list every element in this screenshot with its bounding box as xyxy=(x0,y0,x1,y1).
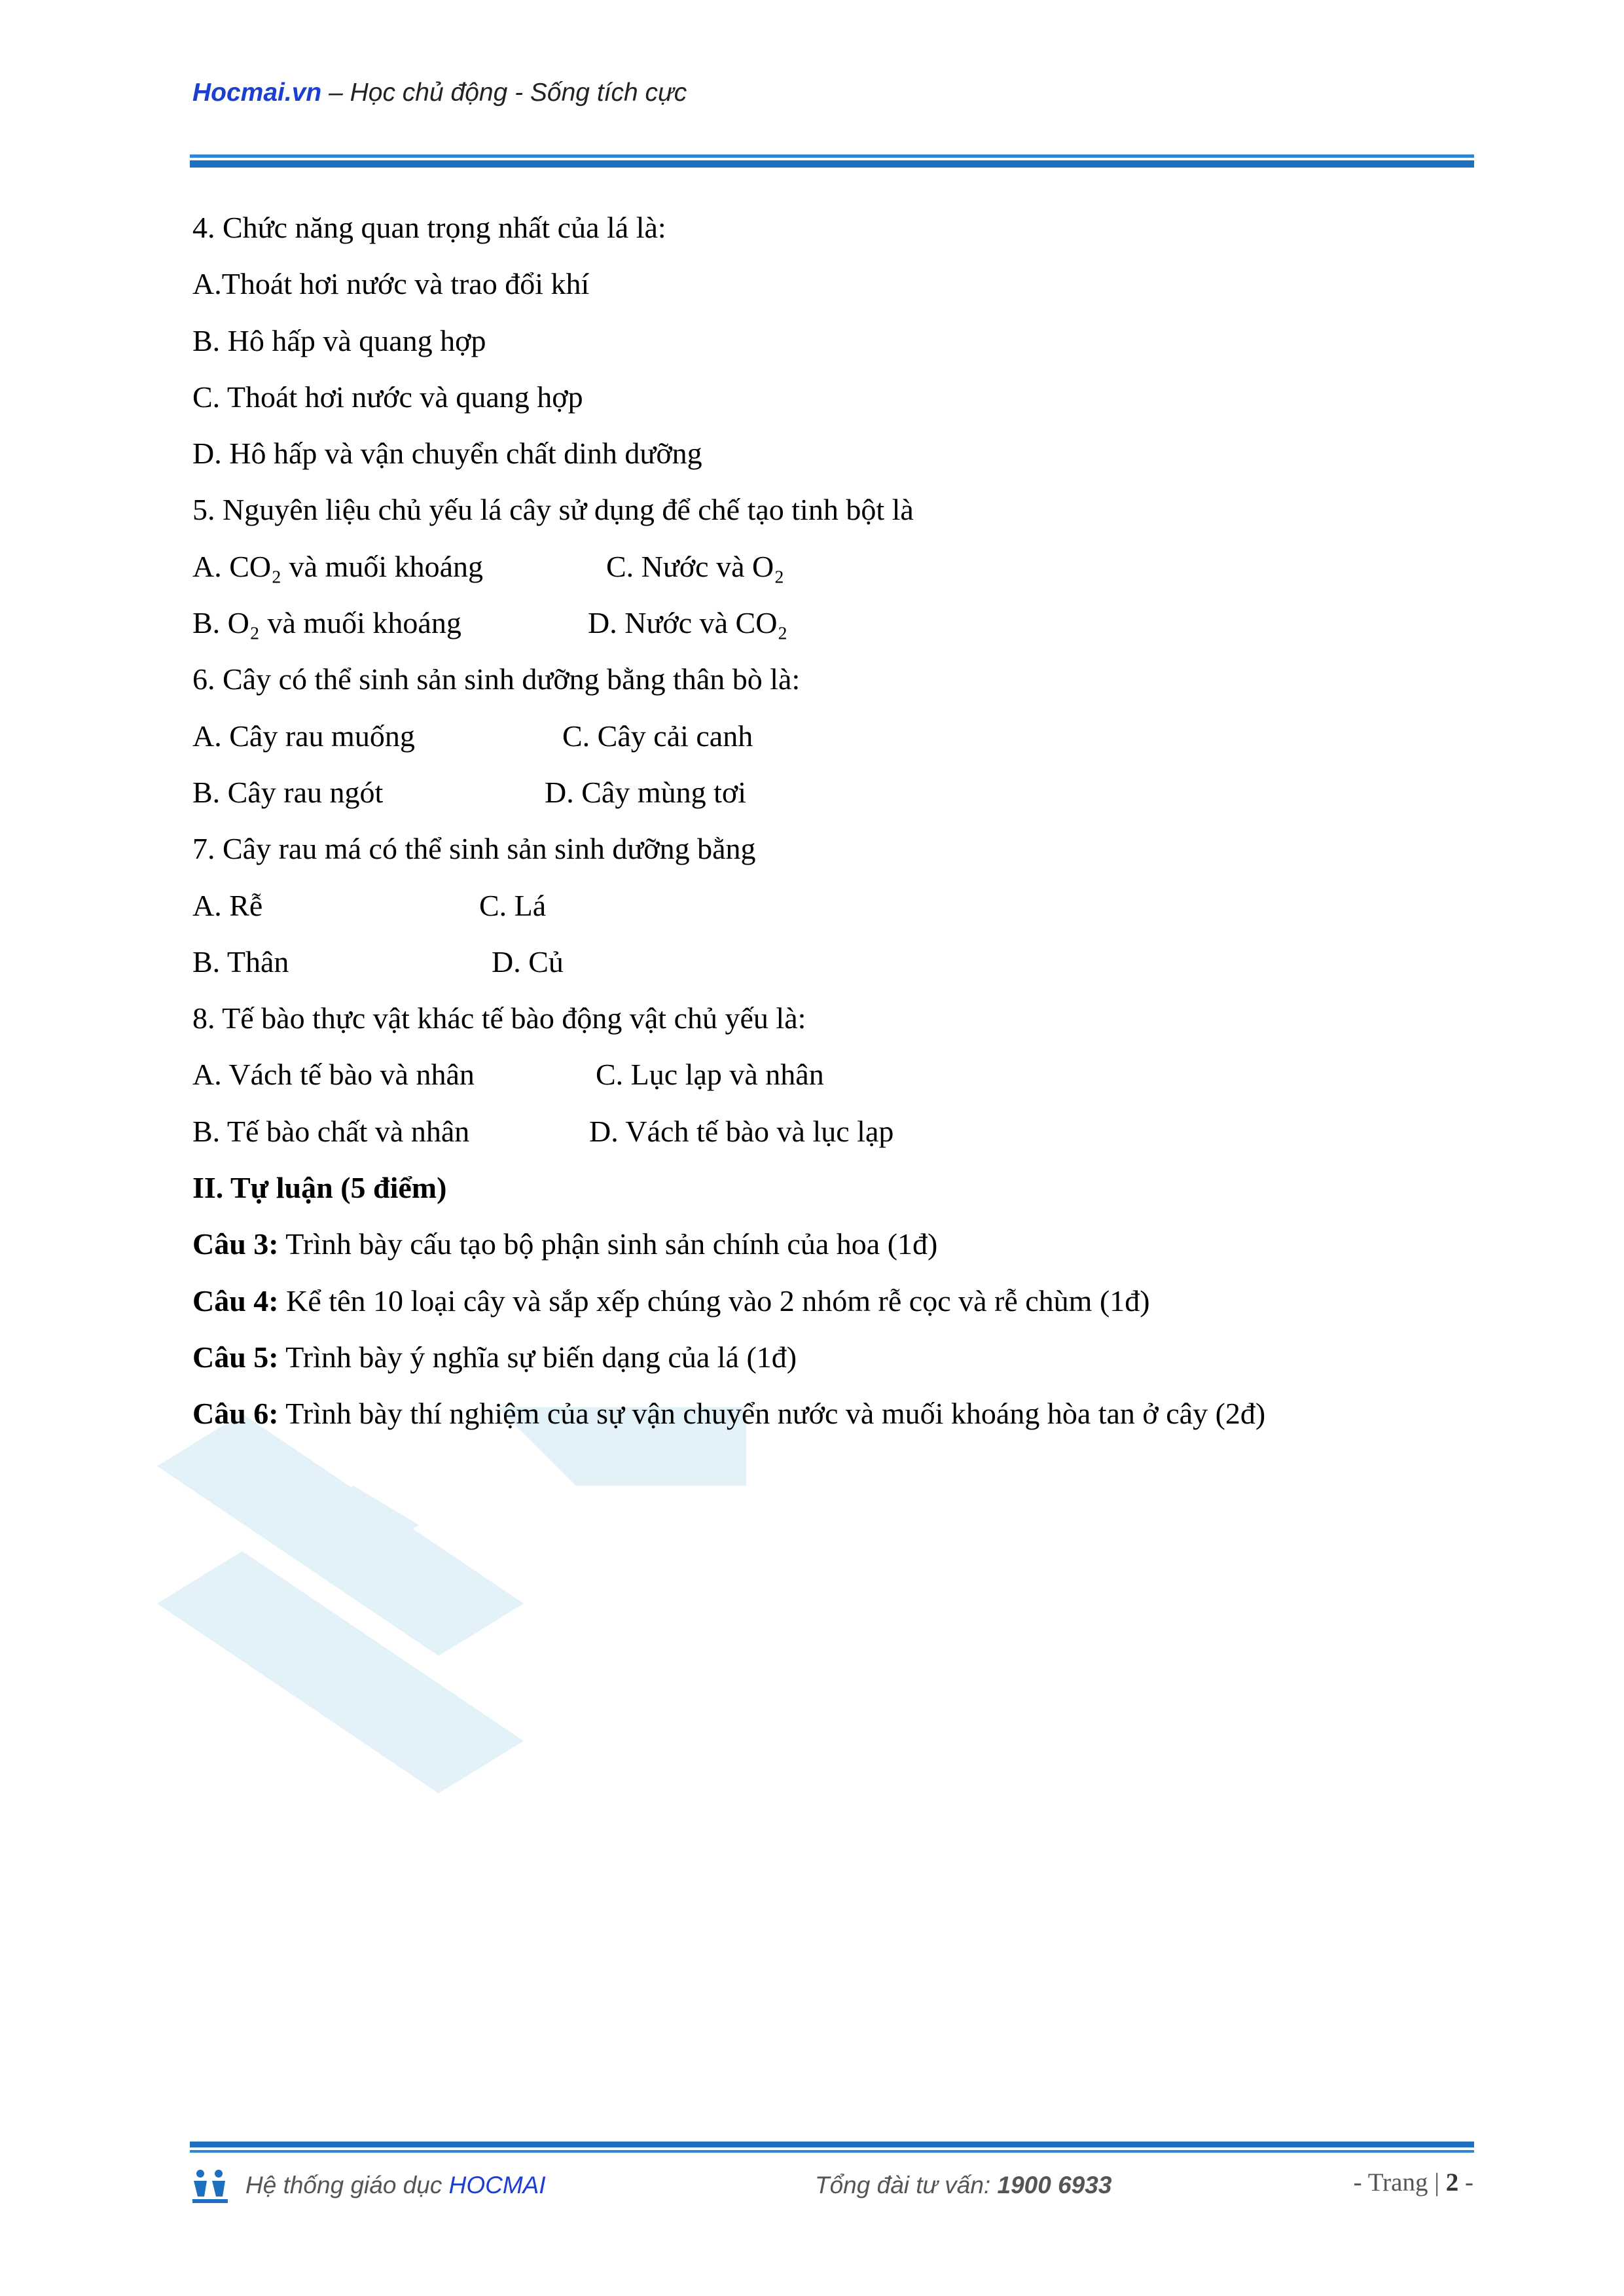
question-6-row-2 xyxy=(192,764,1469,821)
page-prefix: - Trang | xyxy=(1353,2168,1446,2197)
essay-question-label: Câu 6: xyxy=(192,1397,279,1431)
question-7-stem: 7. Cây rau má có thể sinh sản sinh dưỡng bằng xyxy=(192,832,756,866)
question-8-option-d: D. Vách tế bào và lục lạp xyxy=(589,1114,894,1148)
essay-question-6 xyxy=(192,1386,1469,1442)
question-8-row-2 xyxy=(192,1103,1469,1160)
footer-system-brand: HOCMAI xyxy=(448,2172,546,2198)
exam-content xyxy=(192,200,1469,1443)
essay-question-text: Kể tên 10 loại cây và sắp xếp chúng vào 2 nhóm rễ cọc và rễ chùm (1đ) xyxy=(278,1283,1150,1318)
question-4-option-c: C. Thoát hơi nước và quang hợp xyxy=(192,380,583,414)
question-5-stem: 5. Nguyên liệu chủ yếu lá cây sử dụng để chế tạo tinh bột là xyxy=(192,493,914,527)
question-8-option-c: C. Lục lạp và nhân xyxy=(596,1058,824,1092)
footer-hotline xyxy=(815,2172,1111,2199)
page-suffix: - xyxy=(1458,2168,1473,2197)
page-number xyxy=(1354,2168,1473,2197)
question-7-option-c: C. Lá xyxy=(479,888,547,922)
footer-hotline-number: 1900 6933 xyxy=(997,2172,1112,2198)
question-5-option-c: C. Nước và O₂ xyxy=(606,549,785,583)
essay-question-text: Trình bày cấu tạo bộ phận sinh sản chính của hoa (1đ) xyxy=(278,1227,938,1261)
essay-question-5 xyxy=(192,1329,1469,1386)
question-5-option-d: D. Nước và CO₂ xyxy=(588,606,788,640)
question-7-row-1 xyxy=(192,878,1469,934)
essay-question-3 xyxy=(192,1216,1469,1272)
question-6-option-d: D. Cây mùng tơi xyxy=(545,775,746,809)
question-5-row-1 xyxy=(192,539,1469,595)
question-4-option-d: D. Hô hấp và vận chuyển chất dinh dưỡng xyxy=(192,437,702,471)
question-6-row-1 xyxy=(192,708,1469,764)
essay-question-label: Câu 5: xyxy=(192,1340,279,1374)
page-number-value: 2 xyxy=(1445,2168,1459,2197)
hocmai-logo-icon xyxy=(190,2168,230,2204)
essay-question-4 xyxy=(192,1273,1469,1329)
question-7-row-2 xyxy=(192,934,1469,990)
essay-heading: II. Tự luận (5 điểm) xyxy=(192,1171,447,1205)
question-8-stem: 8. Tế bào thực vật khác tế bào động vật chủ yếu là: xyxy=(192,1001,806,1035)
header-tagline: – Học chủ động - Sống tích cực xyxy=(321,79,687,107)
page-header xyxy=(192,79,687,107)
question-7-option-b: B. Thân xyxy=(192,944,289,978)
question-6-option-c: C. Cây cải canh xyxy=(562,719,753,753)
essay-question-text: Trình bày thí nghiệm của sự vận chuyển nước và muối khoáng hòa tan ở cây (2đ) xyxy=(278,1397,1266,1431)
question-8-row-1 xyxy=(192,1047,1469,1103)
question-5-row-2 xyxy=(192,595,1469,651)
question-4-stem: 4. Chức năng quan trọng nhất của lá là: xyxy=(192,211,666,244)
footer-rule xyxy=(190,2142,1474,2153)
question-6-stem: 6. Cây có thể sinh sản sinh dưỡng bằng thân bò là: xyxy=(192,662,801,696)
footer-system-prefix: Hệ thống giáo dục xyxy=(245,2172,449,2198)
hocmai-watermark-logo xyxy=(157,1407,812,1800)
footer-hotline-label: Tổng đài tư vấn: xyxy=(815,2172,998,2198)
essay-question-text: Trình bày ý nghĩa sự biến dạng của lá (1đ) xyxy=(278,1340,797,1374)
essay-question-label: Câu 4: xyxy=(192,1283,279,1318)
header-rule xyxy=(190,154,1474,168)
question-4-option-b: B. Hô hấp và quang hợp xyxy=(192,323,486,357)
question-5-option-b: B. O₂ và muối khoáng xyxy=(192,606,461,640)
question-8-option-a: A. Vách tế bào và nhân xyxy=(192,1058,475,1092)
question-6-option-a: A. Cây rau muống xyxy=(192,719,415,753)
essay-question-label: Câu 3: xyxy=(192,1227,279,1261)
question-4-option-a: A.Thoát hơi nước và trao đổi khí xyxy=(192,267,590,301)
question-7-option-d: D. Củ xyxy=(492,944,564,978)
footer-system xyxy=(245,2172,546,2199)
question-7-option-a: A. Rễ xyxy=(192,888,263,922)
question-6-option-b: B. Cây rau ngót xyxy=(192,775,384,809)
page-footer xyxy=(0,2166,1624,2206)
question-8-option-b: B. Tế bào chất và nhân xyxy=(192,1114,470,1148)
question-5-option-a: A. CO₂ và muối khoáng xyxy=(192,549,484,583)
header-brand: Hocmai.vn xyxy=(192,79,322,107)
